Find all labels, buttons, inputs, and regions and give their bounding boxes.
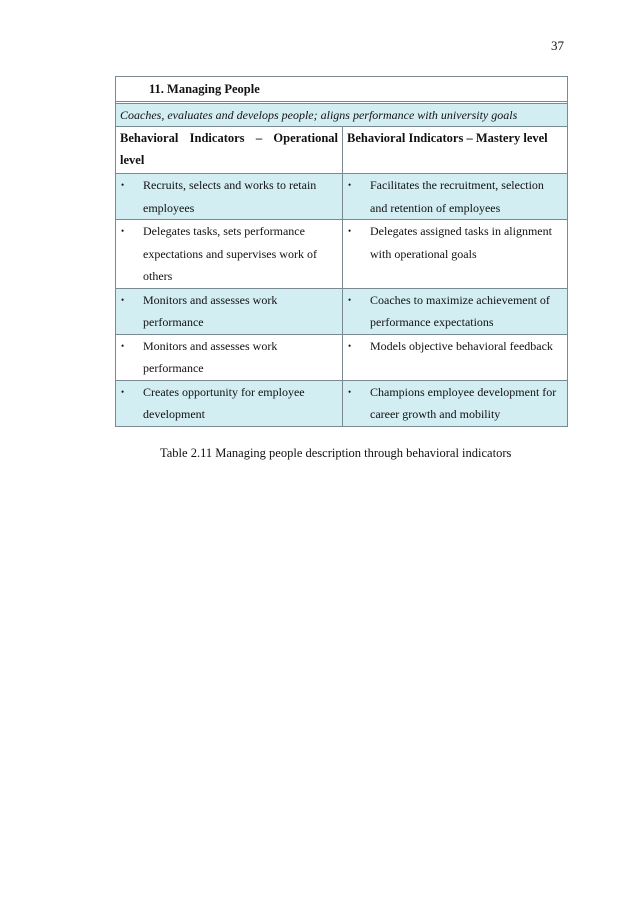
table-row: [116, 289, 567, 335]
mastery-cell: [343, 220, 567, 288]
operational-indicator: Recruits, selects and works to retain employees: [143, 178, 317, 215]
operational-indicator: Monitors and assesses work performance: [143, 292, 278, 329]
bullet-icon: •: [121, 180, 125, 190]
bullet-icon: •: [121, 294, 125, 305]
bullet-icon: •: [121, 386, 125, 397]
operational-cell: [116, 381, 343, 426]
operational-indicator: Monitors and assesses work performance: [143, 338, 278, 375]
mastery-cell: [343, 381, 567, 426]
mastery-cell: [343, 174, 567, 219]
operational-cell: [116, 220, 343, 288]
mastery-indicator: Champions employee development for career growth and mobility: [370, 384, 557, 421]
bullet-icon: •: [348, 340, 352, 351]
operational-cell: [116, 335, 343, 380]
mastery-indicator: Facilitates the recruitment, selection and retention of employees: [370, 178, 544, 215]
operational-cell: [116, 289, 343, 334]
bullet-icon: •: [348, 386, 352, 397]
header-operational-level: Behavioral Indicators – Operational level: [116, 127, 343, 173]
managing-people-table: [115, 76, 568, 427]
operational-indicator: Delegates tasks, sets performance expectations and supervises work of others: [143, 224, 317, 283]
bullet-icon: •: [121, 340, 125, 351]
table-row: [116, 381, 567, 426]
table-title: 11. Managing People: [116, 77, 567, 104]
table-header-row: [116, 127, 567, 174]
page-number: 37: [551, 38, 564, 53]
mastery-indicator: Delegates assigned tasks in alignment with operational goals: [370, 224, 552, 261]
mastery-cell: [343, 335, 567, 380]
bullet-icon: •: [348, 180, 352, 190]
operational-indicator: Creates opportunity for employee development: [143, 384, 305, 421]
table-row: [116, 174, 567, 220]
bullet-icon: •: [348, 226, 352, 236]
table-row: [116, 335, 567, 381]
mastery-indicator: Models objective behavioral feedback: [370, 338, 553, 353]
table-row: [116, 220, 567, 289]
table-caption: Table 2.11 Managing people description through behavioral indicators: [160, 446, 512, 460]
mastery-indicator: Coaches to maximize achievement of performance expectations: [370, 292, 550, 329]
header-mastery-level: Behavioral Indicators – Mastery level: [347, 131, 548, 145]
mastery-cell: [343, 289, 567, 334]
operational-cell: [116, 174, 343, 219]
bullet-icon: •: [348, 294, 352, 305]
table-subtitle: Coaches, evaluates and develops people; aligns performance with university goals: [116, 104, 567, 127]
bullet-icon: •: [121, 226, 125, 236]
